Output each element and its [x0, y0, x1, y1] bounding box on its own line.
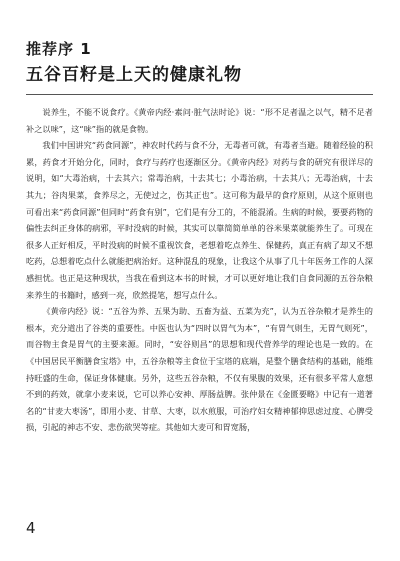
preface-title: 五谷百籽是上天的健康礼物 — [26, 65, 242, 85]
preface-label: 推荐序 1 — [26, 40, 92, 58]
paragraph: 《黄帝内经》说：“五谷为养、五果为助、五畜为益、五菜为充”，认为五谷杂粮才是养生的根本，充分道出了谷类的重要性。中医也认为“四时以胃气为本”，“有胃气则生，无胃气则死”，而谷物主食是胃气的主要来源。同时，“安谷则昌”的思想和现代营养学的理论也是一致的。在《中国居民平衡膳食宝塔》中，五谷杂粮等主食位于宝塔的底端，是整个膳食结构的基础，能维持旺盛的生命，保证身体健康。另外，这些五谷杂粮，不仅有果腹的效果，还有很多平常人意想不到的药效，就拿小麦来说，它可以养心安神、厚肠益脾。张仲景在《金匮要略》中记有一道著名的“甘麦大枣汤”，即用小麦、甘草、大枣，以水煎服，可治疗妇女精神郁抑思虑过度、心脾受损，引起的神志不安、悲伤欲哭等症。其他如大麦可和胃宽肠， — [26, 306, 373, 433]
preface-body — [26, 104, 373, 436]
preface-heading — [26, 40, 366, 86]
paragraph: 说养生，不能不说食疗。《黄帝内经·素问·脏气法时论》说：“形不足者温之以气，精不足者补之以味”，这“味”指的就是食物。 — [26, 107, 373, 134]
heading-divider — [26, 94, 373, 95]
page-number: 4 — [26, 519, 36, 537]
paragraph: 我们中国讲究“药食同源”，神农时代药与食不分，无毒者可就，有毒者当避。随着经验的积累，药食才开始分化，同时，食疗与药疗也逐渐区分。《黄帝内经》对药与食的研究有很详尽的说明，如“大毒治病，十去其六；常毒治病，十去其七；小毒治病，十去其八；无毒治病，十去其九；谷肉果菜，食养尽之，无使过之，伤其正也”。这可称为最早的食疗原则，从这个原则也可看出来“药食同源”但同时“药食有别”，它们是有分工的，不能混淆。生病的时候，要要药物的偏性去纠正身体的病邪，平时没病的时候，其实可以靠简简单单的谷米果菜就能养生了。可现在很多人正好相反，平时没病的时候不重视饮食，老想着吃点养生、保健药，真正有病了却又不想吃药，总想着吃点什么就能把病治好。这种混乱的现象，让我这个从事了几十年医务工作的人深感担忧。也正是这种现状，当我在看到这本书的时候，才可以更好地让我们自食同源的五谷杂粮来养生的书籍时，感到一亮，欣然提笔，想写点什么。 — [26, 140, 373, 300]
